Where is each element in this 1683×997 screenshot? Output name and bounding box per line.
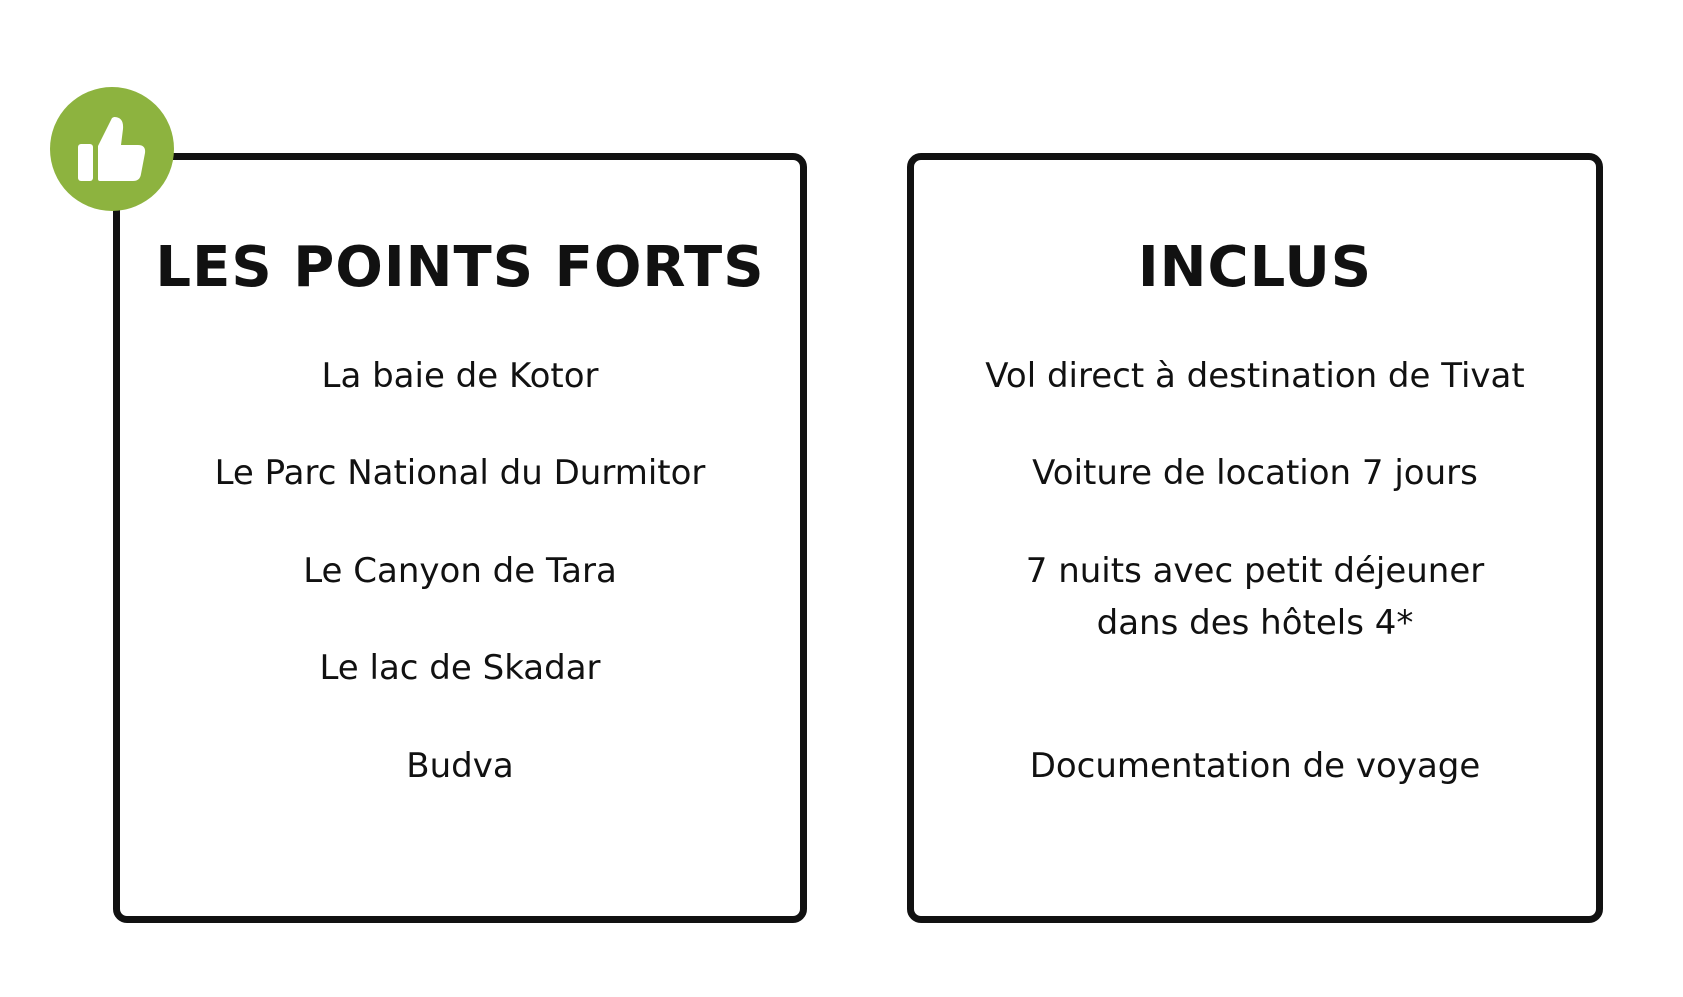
list-item: Le lac de Skadar	[319, 648, 601, 688]
inclus-title: INCLUS	[1137, 235, 1373, 300]
thumbs-up-icon	[74, 111, 150, 187]
inclus-card	[907, 153, 1603, 923]
list-item: Budva	[406, 746, 514, 786]
list-item: La baie de Kotor	[321, 356, 599, 396]
list-item: Documentation de voyage	[1029, 746, 1481, 786]
points-forts-title: LES POINTS FORTS	[155, 235, 765, 300]
points-forts-card	[113, 153, 807, 923]
list-item: Le Parc National du Durmitor	[214, 453, 706, 493]
list-item: 7 nuits avec petit déjeuner dans des hôtels 4*	[1025, 551, 1485, 643]
list-item: Vol direct à destination de Tivat	[985, 356, 1525, 396]
thumbs-up-badge	[50, 87, 174, 211]
list-item: Le Canyon de Tara	[303, 551, 617, 591]
list-item: Voiture de location 7 jours	[1032, 453, 1478, 493]
